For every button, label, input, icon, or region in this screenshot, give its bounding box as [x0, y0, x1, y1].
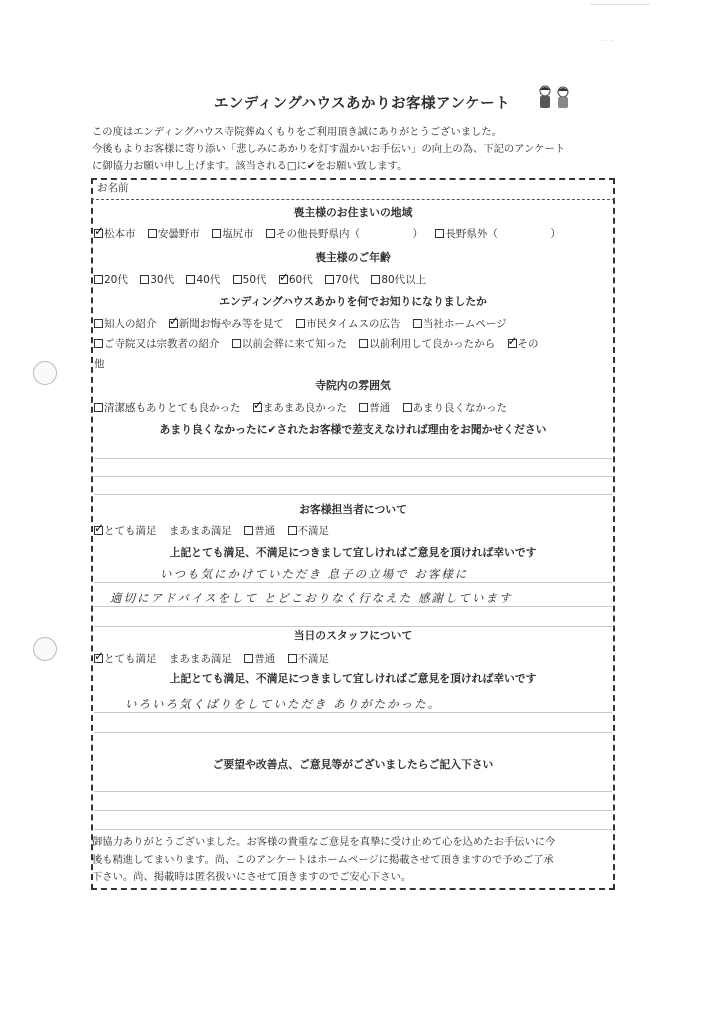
- staff-option-very-satisfied[interactable]: ✓とても満足: [94, 525, 157, 537]
- checkbox[interactable]: [232, 339, 241, 348]
- answer-line[interactable]: [94, 712, 612, 713]
- checkbox[interactable]: [212, 229, 221, 238]
- footer-line: 後も精進してまいります。尚、このアンケートはホームページに掲載させて頂きますので予めご了承: [92, 853, 554, 866]
- age-option-60s[interactable]: ✓ 60代: [279, 274, 313, 286]
- answer-line[interactable]: [94, 458, 612, 459]
- intro-line: この度はエンディングハウス寺院葬ぬくもりをご利用頂き誠にありがとうございました。: [92, 126, 502, 138]
- residence-heading: 喪主様のお住まいの地域: [293, 206, 413, 219]
- checkbox[interactable]: [325, 275, 334, 284]
- source-option-temple[interactable]: ご寺院又は宗教者の紹介: [94, 338, 220, 350]
- atmosphere-option-very-good[interactable]: 清潔感もありとても良かった: [94, 402, 241, 414]
- mascot-illustration: [535, 84, 575, 114]
- staff-option-average[interactable]: 普通: [244, 525, 275, 537]
- age-option-40s[interactable]: 40代: [186, 274, 220, 286]
- residence-option-other-nagano[interactable]: その他長野県内（ ）: [266, 228, 423, 240]
- checkbox[interactable]: [288, 526, 297, 535]
- checkbox[interactable]: [403, 403, 412, 412]
- source-heading: エンディングハウスあかりを何でお知りになりましたか: [219, 295, 487, 308]
- checkbox[interactable]: [140, 275, 149, 284]
- checkbox[interactable]: [359, 403, 368, 412]
- page-title: エンディングハウスあかりお客様アンケート: [213, 96, 511, 112]
- age-option-80s-plus[interactable]: 80代以上: [371, 274, 426, 286]
- day-staff-heading: 当日のスタッフについて: [293, 629, 413, 642]
- answer-line[interactable]: [94, 829, 612, 830]
- checkbox[interactable]: [244, 526, 253, 535]
- source-option-homepage[interactable]: 当社ホームページ: [413, 318, 507, 330]
- name-label: お名前: [97, 182, 129, 194]
- checkbox[interactable]: [371, 275, 380, 284]
- checkbox[interactable]: [296, 319, 305, 328]
- staff-option-fairly-satisfied[interactable]: まあまあ満足: [168, 525, 232, 537]
- age-option-30s[interactable]: 30代: [140, 274, 174, 286]
- day-staff-followup: 上記とても満足、不満足につきまして宜しければご意見を頂ければ幸いです: [169, 672, 537, 685]
- checkbox[interactable]: [244, 654, 253, 663]
- age-heading: 喪主様のご年齢: [315, 251, 391, 264]
- checkbox[interactable]: [94, 339, 103, 348]
- atmosphere-option-average[interactable]: 普通: [359, 402, 390, 414]
- answer-line[interactable]: [94, 494, 612, 495]
- bleed-through-mark: [590, 4, 650, 15]
- checkbox-checked[interactable]: [169, 319, 178, 328]
- punch-hole: [33, 361, 57, 385]
- residence-options: [94, 226, 570, 241]
- age-options: [94, 272, 435, 287]
- requests-heading: ご要望や改善点、ご意見等がございましたらご記入下さい: [212, 758, 494, 771]
- answer-line[interactable]: [94, 476, 612, 477]
- day-staff-options: [94, 651, 338, 666]
- footer-text: [92, 834, 622, 887]
- day-staff-option-very-satisfied[interactable]: ✓とても満足: [94, 653, 157, 665]
- checkbox[interactable]: [94, 403, 103, 412]
- answer-line[interactable]: [94, 606, 612, 607]
- name-field[interactable]: [91, 178, 615, 200]
- staff-in-charge-options: [94, 523, 338, 538]
- staff-option-unsatisfied[interactable]: 不満足: [288, 525, 330, 537]
- checkbox[interactable]: [413, 319, 422, 328]
- answer-line[interactable]: [94, 582, 612, 583]
- checkbox-checked[interactable]: [279, 275, 288, 284]
- age-option-20s[interactable]: 20代: [94, 274, 128, 286]
- answer-line[interactable]: [94, 626, 612, 627]
- checkbox[interactable]: [233, 275, 242, 284]
- source-option-newspaper[interactable]: ✓ 新聞お悔やみ等を見て: [169, 318, 284, 330]
- answer-line[interactable]: [94, 791, 612, 792]
- age-option-70s[interactable]: 70代: [325, 274, 359, 286]
- source-option-other[interactable]: ✓ その: [508, 338, 539, 350]
- checkbox-checked[interactable]: [253, 403, 262, 412]
- day-staff-option-average[interactable]: 普通: [244, 653, 275, 665]
- checkbox[interactable]: [435, 229, 444, 238]
- checkbox[interactable]: [288, 654, 297, 663]
- residence-option-azumino[interactable]: 安曇野市: [148, 228, 200, 240]
- atmosphere-option-not-good[interactable]: あまり良くなかった: [403, 402, 508, 414]
- day-staff-option-unsatisfied[interactable]: 不満足: [288, 653, 330, 665]
- checkbox-checked[interactable]: [508, 339, 517, 348]
- checkbox[interactable]: [359, 339, 368, 348]
- residence-option-matsumoto[interactable]: ✓松本市: [94, 228, 136, 240]
- checkbox[interactable]: [94, 319, 103, 328]
- atmosphere-heading: 寺院内の雰囲気: [315, 379, 391, 392]
- punch-hole: [33, 637, 57, 661]
- footer-line: 下さい。尚、掲載時は匿名扱いにさせて頂きますのでご安心下さい。: [92, 871, 412, 883]
- checkbox-checked[interactable]: [94, 654, 103, 663]
- checkbox[interactable]: [266, 229, 275, 238]
- staff-in-charge-heading: お客様担当者について: [299, 503, 407, 516]
- bleed-through-mark: ·· ·: [600, 34, 614, 47]
- age-option-50s[interactable]: 50代: [233, 274, 267, 286]
- day-staff-option-fairly-satisfied[interactable]: まあまあ満足: [168, 653, 232, 665]
- atmosphere-options: [94, 400, 516, 415]
- source-option-shimin-times[interactable]: 市民タイムスの広告: [296, 318, 400, 330]
- atmosphere-option-fairly-good[interactable]: ✓ まあまあ良かった: [253, 402, 347, 414]
- source-option-previous-funeral[interactable]: 以前会葬に来て知った: [232, 338, 347, 350]
- handwritten-comment: 適切にアドバイスをして とどこおりなく行なえた 感謝しています: [110, 591, 513, 605]
- answer-line[interactable]: [94, 732, 612, 733]
- checkbox-checked[interactable]: [94, 229, 103, 238]
- intro-line: に御協力お願い申し上げます。該当される□に✔をお願い致します。: [92, 160, 408, 172]
- answer-line[interactable]: [94, 810, 612, 811]
- source-options-line1: [94, 316, 516, 331]
- source-option-other-tail: 他: [94, 358, 105, 370]
- checkbox-checked[interactable]: [94, 526, 103, 535]
- atmosphere-followup: あまり良くなかったに✔されたお客様で差支えなければ理由をお聞かせください: [159, 423, 547, 436]
- source-option-acquaintance[interactable]: 知人の紹介: [94, 318, 157, 330]
- checkbox[interactable]: [94, 275, 103, 284]
- staff-in-charge-followup: 上記とても満足、不満足につきまして宜しければご意見を頂ければ幸いです: [169, 546, 537, 559]
- checkbox[interactable]: [148, 229, 157, 238]
- handwritten-comment: いろいろ気くばりをしていただき ありがたかった。: [125, 697, 442, 711]
- residence-option-shiojiri[interactable]: 塩尻市: [212, 228, 254, 240]
- source-options-line2: [94, 336, 539, 351]
- residence-option-outside-nagano[interactable]: 長野県外（ ）: [435, 228, 561, 240]
- intro-line: 今後もよりお客様に寄り添い「悲しみにあかりを灯す温かいお手伝い」の向上の為、下記のアンケート: [92, 143, 566, 155]
- handwritten-comment: いつも気にかけていただき 息子の立場で お客様に: [160, 567, 469, 581]
- source-option-previous-use[interactable]: 以前利用して良かったから: [359, 338, 495, 350]
- footer-line: 御協力ありがとうございました。お客様の貴重なご意見を真摯に受け止めて心を込めたお手伝いに今: [92, 836, 556, 848]
- intro-text: [92, 124, 652, 175]
- checkbox[interactable]: [186, 275, 195, 284]
